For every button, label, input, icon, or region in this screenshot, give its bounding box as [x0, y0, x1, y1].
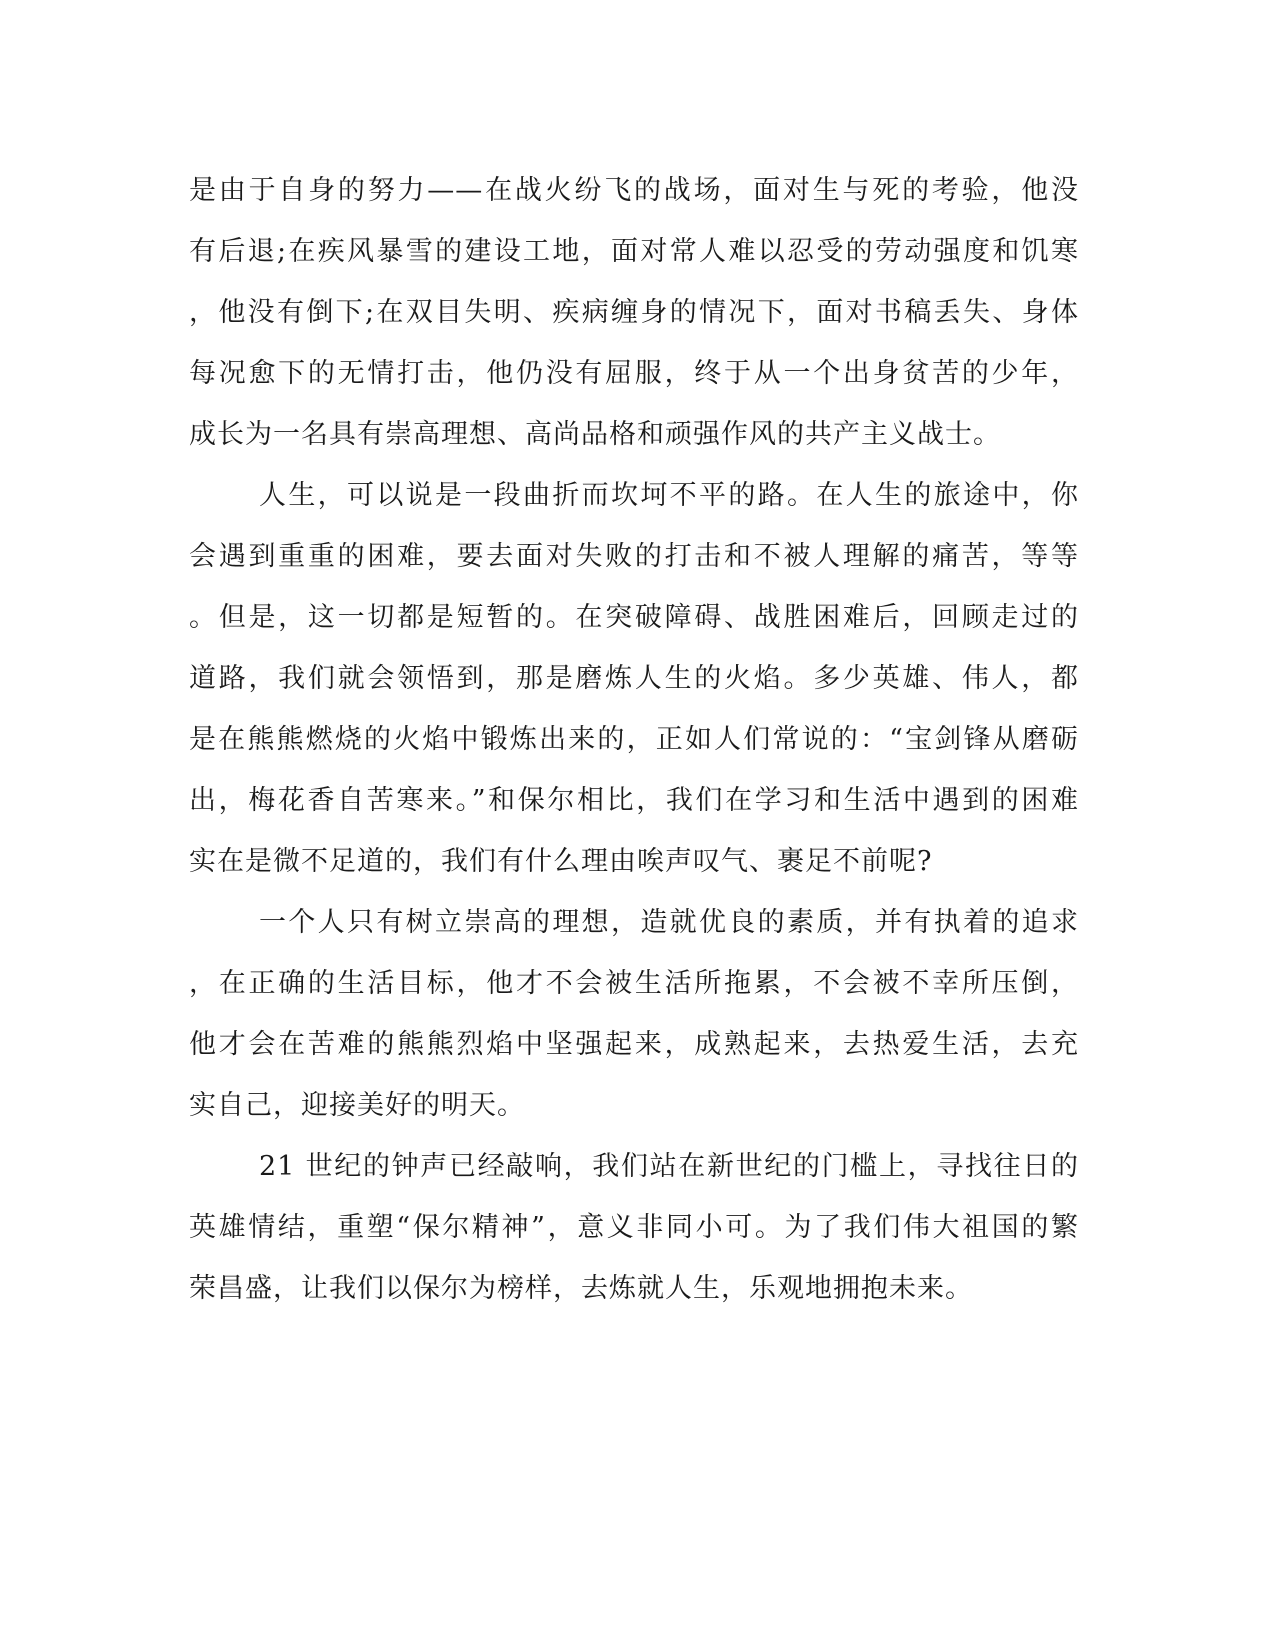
document-body	[189, 160, 1079, 1319]
text-line: 有后退;在疾风暴雪的建设工地，面对常人难以忍受的劳动强度和饥寒	[189, 236, 1079, 267]
text-line: 是由于自身的努力——在战火纷飞的战场，面对生与死的考验，他没	[189, 175, 1079, 206]
paragraph-1	[189, 160, 1079, 465]
text-line: 英雄情结，重塑“保尔精神”，意义非同小可。为了我们伟大祖国的繁	[189, 1212, 1079, 1243]
text-line: 荣昌盛，让我们以保尔为榜样，去炼就人生，乐观地拥抱未来。	[189, 1273, 973, 1304]
text-line: 实在是微不足道的，我们有什么理由唉声叹气、裹足不前呢?	[189, 846, 933, 877]
text-line: 会遇到重重的困难，要去面对失败的打击和不被人理解的痛苦，等等	[189, 541, 1079, 572]
text-line: 每况愈下的无情打击，他仍没有屈服，终于从一个出身贫苦的少年，	[189, 358, 1079, 389]
text-line: 一个人只有树立崇高的理想，造就优良的素质，并有执着的追求	[259, 907, 1079, 938]
text-line: 实自己，迎接美好的明天。	[189, 1090, 525, 1121]
text-line: 他才会在苦难的熊熊烈焰中坚强起来，成熟起来，去热爱生活，去充	[189, 1029, 1079, 1060]
text-line: 。但是，这一切都是短暂的。在突破障碍、战胜困难后，回顾走过的	[189, 602, 1079, 633]
paragraph-3	[189, 892, 1079, 1136]
text-line: 成长为一名具有崇高理想、高尚品格和顽强作风的共产主义战士。	[189, 419, 1001, 450]
text-line: ，在正确的生活目标，他才不会被生活所拖累，不会被不幸所压倒，	[189, 968, 1079, 999]
text-line: 道路，我们就会领悟到，那是磨炼人生的火焰。多少英雄、伟人，都	[189, 663, 1079, 694]
paragraph-4	[189, 1136, 1079, 1319]
text-line: ，他没有倒下;在双目失明、疾病缠身的情况下，面对书稿丢失、身体	[189, 297, 1079, 328]
text-line: 出，梅花香自苦寒来。”和保尔相比，我们在学习和生活中遇到的困难	[189, 785, 1079, 816]
paragraph-2	[189, 465, 1079, 892]
text-line: 人生，可以说是一段曲折而坎坷不平的路。在人生的旅途中，你	[259, 480, 1079, 511]
text-line: 21 世纪的钟声已经敲响，我们站在新世纪的门槛上，寻找往日的	[259, 1151, 1079, 1182]
text-line: 是在熊熊燃烧的火焰中锻炼出来的，正如人们常说的：“宝剑锋从磨砺	[189, 724, 1079, 755]
